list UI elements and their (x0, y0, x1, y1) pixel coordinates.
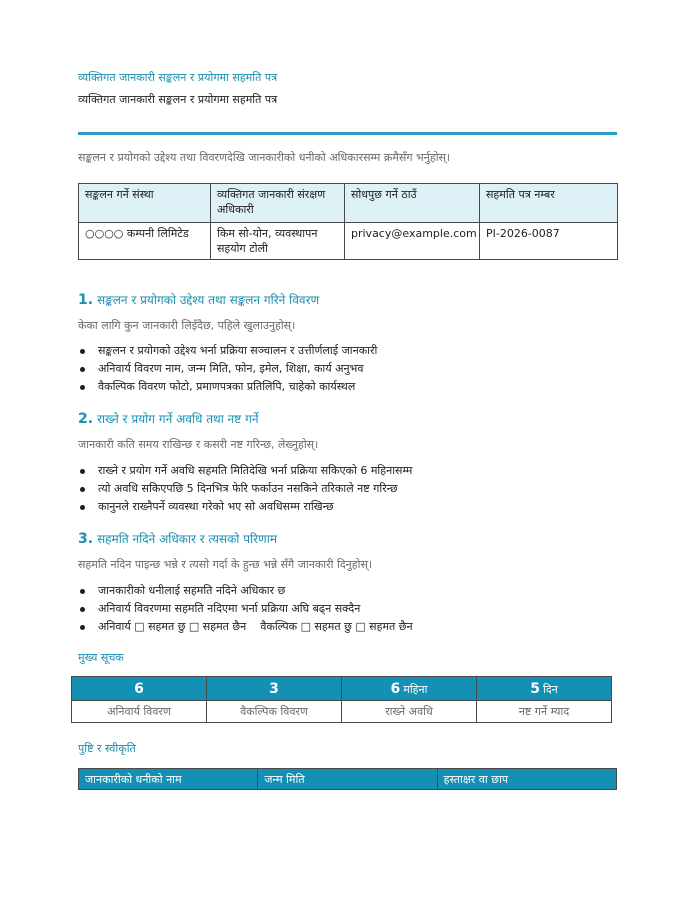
section-3-list (78, 582, 413, 636)
owner-name-field[interactable]: जानकारीको धनीको नाम (79, 769, 258, 790)
signature-table (78, 768, 617, 790)
kpi-value-row (72, 677, 612, 701)
list-item: अनिवार्य विवरणमा सहमति नदिएमा भर्ना प्रक्रिया अघि बढ्न सक्दैन (78, 600, 413, 618)
kpi-label-retention: राख्ने अवधि (342, 701, 477, 723)
section-2-title: राख्ने र प्रयोग गर्ने अवधि तथा नष्ट गर्ने (97, 412, 259, 426)
section-2-heading (78, 410, 259, 427)
list-item: त्यो अवधि सकिएपछि 5 दिनभित्र फेरि फर्काउन नसकिने तरिकाले नष्ट गरिन्छ (78, 480, 412, 498)
section-1-number: 1. (78, 292, 94, 308)
info-header-organization: सङ्कलन गर्ने संस्था (79, 184, 211, 223)
header-divider (78, 132, 617, 135)
kpi-unit-days: दिन (542, 682, 558, 696)
section-1-title: सङ्कलन र प्रयोगको उद्देश्य तथा सङ्कलन गरिने विवरण (97, 293, 320, 307)
kpi-label-mandatory: अनिवार्य विवरण (72, 701, 207, 723)
kpi-value-retention: 6 महिना (342, 677, 477, 701)
section-2-number: 2. (78, 411, 94, 427)
kpi-label-row (72, 701, 612, 723)
kpi-value-optional: 3 (207, 677, 342, 701)
list-item: वैकल्पिक विवरण फोटो, प्रमाणपत्रका प्रतिलिपि, चाहेको कार्यस्थल (78, 378, 377, 396)
info-cell-officer: किम सो-योन, व्यवस्थापन सहयोग टोली (211, 223, 345, 260)
info-table-header-row (79, 184, 618, 223)
signature-field[interactable]: हस्ताक्षर वा छाप (437, 769, 616, 790)
kpi-value-mandatory: 6 (72, 677, 207, 701)
section-1-heading (78, 291, 319, 308)
list-item: जानकारीको धनीलाई सहमति नदिने अधिकार छ (78, 582, 413, 600)
list-item: कानुनले राख्नैपर्ने व्यवस्था गरेको भए सो अवधिसम्म राखिन्छ (78, 498, 412, 516)
kpi-table (71, 676, 612, 723)
section-3-number: 3. (78, 531, 94, 547)
kpi-value-destruction: 5 दिन (477, 677, 612, 701)
section-3-heading (78, 530, 277, 547)
info-cell-contact: privacy@example.com (345, 223, 480, 260)
acknowledgement-title: पुष्टि र स्वीकृति (78, 742, 136, 755)
optional-consent-options[interactable]: वैकल्पिक □ सहमत छु □ सहमत छैन (260, 620, 413, 633)
section-2-list (78, 462, 412, 516)
info-table (78, 183, 618, 260)
section-1-list (78, 342, 377, 396)
list-item: अनिवार्य विवरण नाम, जन्म मिति, फोन, इमेल, शिक्षा, कार्य अनुभव (78, 360, 377, 378)
info-header-contact: सोधपुछ गर्ने ठाउँ (345, 184, 480, 223)
info-header-officer: व्यक्तिगत जानकारी संरक्षण अधिकारी (211, 184, 345, 223)
kpi-label-destruction: नष्ट गर्ने म्याद (477, 701, 612, 723)
section-2-subtitle: जानकारी कति समय राखिन्छ र कसरी नष्ट गरिन्छ, लेख्नुहोस्। (78, 438, 319, 451)
info-cell-organization: ○○○○ कम्पनी लिमिटेड (79, 223, 211, 260)
info-cell-form-number: PI-2026-0087 (480, 223, 618, 260)
info-table-row (79, 223, 618, 260)
kpi-title: मुख्य सूचक (78, 651, 124, 664)
kpi-unit-months: महिना (403, 682, 428, 696)
header-title-colored: व्यक्तिगत जानकारी सङ्कलन र प्रयोगमा सहमति पत्र (78, 71, 278, 84)
info-header-form-number: सहमति पत्र नम्बर (480, 184, 618, 223)
signature-header-row (79, 769, 617, 790)
section-1-subtitle: केका लागि कुन जानकारी लिइँदैछ, पहिले खुलाउनुहोस्। (78, 319, 296, 332)
list-item: सङ्कलन र प्रयोगको उद्देश्य भर्ना प्रक्रिया सञ्चालन र उत्तीर्णलाई जानकारी (78, 342, 377, 360)
mandatory-consent-options[interactable]: अनिवार्य □ सहमत छु □ सहमत छैन (98, 620, 247, 633)
header-title: व्यक्तिगत जानकारी सङ्कलन र प्रयोगमा सहमति पत्र (78, 93, 278, 106)
section-3-subtitle: सहमति नदिन पाइन्छ भन्ने र त्यसो गर्दा के हुन्छ भन्ने सँगै जानकारी दिनुहोस्। (78, 558, 373, 571)
section-3-title: सहमति नदिने अधिकार र त्यसको परिणाम (97, 532, 278, 546)
list-item: राख्ने र प्रयोग गर्ने अवधि सहमति मितिदेखि भर्ना प्रक्रिया सकिएको 6 महिनासम्म (78, 462, 412, 480)
consent-checkbox-row[interactable] (78, 618, 413, 636)
kpi-label-optional: वैकल्पिक विवरण (207, 701, 342, 723)
intro-text: सङ्कलन र प्रयोगको उद्देश्य तथा विवरणदेखि जानकारीको धनीको अधिकारसम्म क्रमैसँग भर्नुहोस्। (78, 151, 451, 164)
birth-date-field[interactable]: जन्म मिति (258, 769, 437, 790)
